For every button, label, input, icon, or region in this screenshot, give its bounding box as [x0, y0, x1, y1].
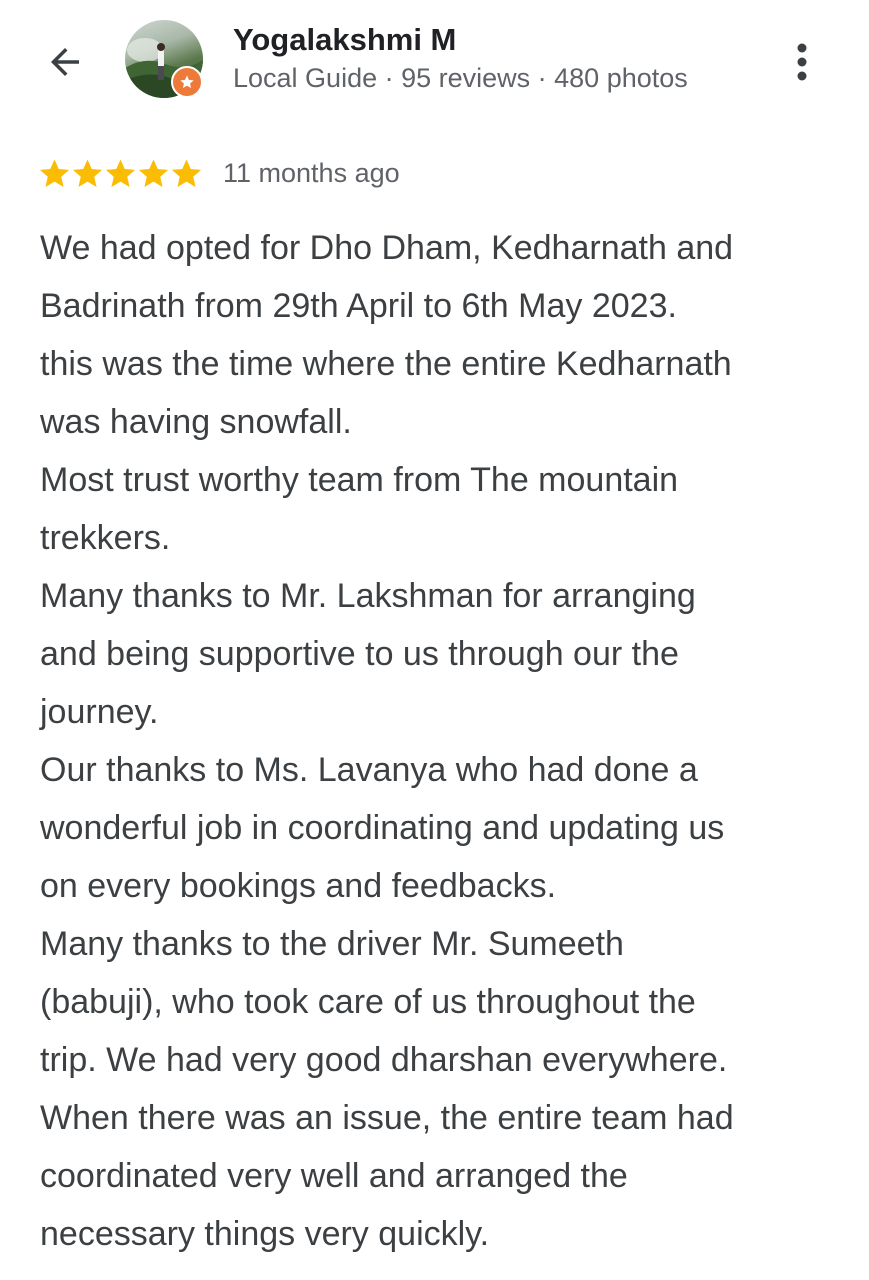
review-line: this was the time where the entire Kedharnath [40, 345, 732, 383]
review-line: and being supportive to us through our the [40, 635, 679, 673]
user-meta: Local Guide · 95 reviews · 480 photos [233, 63, 688, 93]
review-line: Most trust worthy team from The mountain [40, 461, 679, 499]
review-header [0, 0, 869, 120]
review-time: 11 months ago [223, 158, 400, 188]
review-line: was having snowfall. [40, 403, 352, 441]
review-line: wonderful job in coordinating and updating us [40, 809, 725, 847]
review-line: Many thanks to the driver Mr. Sumeeth [40, 925, 624, 963]
user-name[interactable]: Yogalakshmi M [233, 22, 457, 57]
review-line: Badrinath from 29th April to 6th May 2023. [40, 287, 677, 325]
review-line: (babuji), who took care of us throughout the [40, 983, 696, 1021]
back-button[interactable] [38, 35, 92, 89]
star-icon [137, 157, 170, 190]
review-line: journey. [40, 693, 159, 731]
review-line: on every bookings and feedbacks. [40, 867, 557, 905]
review-line: coordinated very well and arranged the [40, 1157, 628, 1195]
review-line: We had opted for Dho Dham, Kedharnath and [40, 229, 734, 267]
star-rating [38, 157, 203, 190]
review-line: trekkers. [40, 519, 171, 557]
review-text [40, 219, 860, 1263]
review-line: When there was an issue, the entire team had [40, 1099, 734, 1137]
more-vert-icon [792, 40, 812, 84]
review-line: Many thanks to Mr. Lakshman for arranging [40, 577, 696, 615]
local-guide-badge [171, 66, 203, 98]
star-icon [38, 157, 71, 190]
local-guide-star-icon [179, 74, 195, 90]
rating-row [38, 152, 400, 194]
star-icon [71, 157, 104, 190]
avatar-container[interactable] [125, 20, 205, 100]
arrow-back-icon [44, 41, 86, 83]
more-options-button[interactable] [780, 35, 824, 89]
star-icon [104, 157, 137, 190]
review-line: necessary things very quickly. [40, 1215, 490, 1253]
review-line: Our thanks to Ms. Lavanya who had done a [40, 751, 698, 789]
star-icon [170, 157, 203, 190]
review-line: trip. We had very good dharshan everywhere. [40, 1041, 728, 1079]
